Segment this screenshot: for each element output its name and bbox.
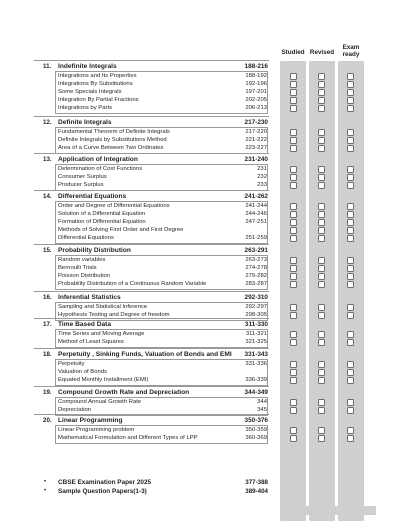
topic-pages: 192-196 (245, 80, 267, 87)
topic-pages: 206-213 (245, 104, 267, 111)
topic-title: Compound Annual Growth Rate (58, 399, 142, 405)
topic-row (58, 265, 267, 272)
topic-row (58, 89, 267, 96)
revised-checkbox[interactable] (318, 211, 325, 218)
revised-checkbox[interactable] (318, 105, 325, 112)
revised-checkbox[interactable] (318, 407, 325, 414)
studied-checkbox[interactable] (290, 339, 297, 346)
topic-title: Bernoulli Trials (58, 264, 97, 271)
revised-checkbox[interactable] (318, 399, 325, 406)
topic-title: Producer Surplus (58, 181, 104, 188)
topic-pages: 221-222 (245, 136, 267, 143)
topic-row (58, 145, 267, 152)
exam-ready-checkbox[interactable] (347, 257, 354, 264)
topic-title: Definite Integrals by Substitutions Method (58, 136, 167, 143)
chapter-pages: 231-240 (244, 155, 268, 163)
chapter-number: 18. (43, 351, 52, 358)
chapter-number: 16. (43, 294, 52, 301)
revised-checkbox[interactable] (318, 435, 325, 442)
tracker-bottom-bar (280, 506, 376, 515)
topic-pages: 274-278 (245, 264, 267, 271)
bullet-icon: • (44, 488, 47, 494)
topic-row (58, 427, 267, 434)
exam-ready-checkbox[interactable] (347, 312, 354, 319)
chapter-title: Definite Integrals (58, 118, 112, 126)
studied-checkbox[interactable] (290, 427, 297, 434)
studied-checkbox[interactable] (290, 203, 297, 210)
chapter-title: Differential Equations (58, 192, 127, 200)
chapter-row (34, 386, 269, 397)
studied-checkbox[interactable] (290, 399, 297, 406)
topic-pages: 244-246 (245, 210, 267, 217)
topic-row (58, 304, 267, 311)
chapter-pages: 241-262 (244, 192, 268, 200)
exam-ready-checkbox[interactable] (347, 304, 354, 311)
topic-pages: 197-201 (245, 88, 267, 95)
topic-row (58, 174, 267, 181)
chapter-title: Indefinite Integrals (58, 62, 117, 70)
chapter-row (34, 190, 269, 201)
chapter-number: 17. (43, 321, 52, 328)
topic-pages: 321-325 (245, 338, 267, 345)
studied-checkbox[interactable] (290, 407, 297, 414)
revised-checkbox[interactable] (318, 97, 325, 104)
exam-ready-checkbox[interactable] (347, 377, 354, 384)
exam-ready-checkbox[interactable] (347, 166, 354, 173)
revised-checkbox[interactable] (318, 369, 325, 376)
studied-checkbox[interactable] (290, 219, 297, 226)
topic-title: Differential Equations (58, 234, 114, 241)
studied-checkbox[interactable] (290, 377, 297, 384)
exam-ready-checkbox[interactable] (347, 235, 354, 242)
topic-pages: 263-273 (245, 257, 267, 263)
topic-pages: 232 (257, 173, 267, 180)
revised-checkbox[interactable] (318, 203, 325, 210)
exam-ready-checkbox[interactable] (347, 73, 354, 80)
exam-ready-checkbox[interactable] (347, 435, 354, 442)
studied-checkbox[interactable] (290, 304, 297, 311)
extra-pages: 389-404 (245, 488, 268, 495)
topic-title: Some Specials Integrals (58, 88, 122, 95)
topic-row (58, 182, 267, 189)
studied-checkbox[interactable] (290, 105, 297, 112)
studied-checkbox[interactable] (290, 174, 297, 181)
extra-row (34, 488, 269, 497)
studied-checkbox[interactable] (290, 273, 297, 280)
exam-ready-checkbox[interactable] (347, 145, 354, 152)
exam-ready-checkbox[interactable] (347, 399, 354, 406)
topic-pages: 247-251 (245, 218, 267, 225)
topic-title: Linear Programming problem (58, 427, 135, 433)
topic-row (58, 129, 267, 136)
exam-ready-checkbox[interactable] (347, 339, 354, 346)
studied-checkbox[interactable] (290, 97, 297, 104)
exam-ready-checkbox[interactable] (347, 407, 354, 414)
chapter-row (34, 291, 269, 302)
chapter-row (34, 153, 269, 164)
chapter-pages: 188-216 (244, 62, 268, 70)
exam-ready-checkbox[interactable] (347, 281, 354, 288)
exam-ready-checkbox[interactable] (347, 331, 354, 338)
revised-checkbox[interactable] (318, 265, 325, 272)
topic-row (58, 369, 267, 376)
topic-row (58, 105, 267, 112)
topic-row (58, 407, 267, 414)
revised-checkbox[interactable] (318, 427, 325, 434)
revised-checkbox[interactable] (318, 281, 325, 288)
revised-checkbox[interactable] (318, 304, 325, 311)
topic-pages: 233 (257, 181, 267, 188)
exam-ready-checkbox[interactable] (347, 211, 354, 218)
exam-ready-checkbox[interactable] (347, 89, 354, 96)
chapter-title: Perpetuity , Sinking Funds, Valuation of Bonds and EMI (58, 350, 232, 358)
chapter-pages: 344-349 (244, 388, 268, 396)
topic-row (58, 203, 267, 210)
topic-title: Integrations By Substitutions (58, 80, 133, 87)
exam-ready-checkbox[interactable] (347, 174, 354, 181)
topic-pages: 298-305 (245, 311, 267, 318)
topic-title: Mathematical Formulation and Different Types of LPP (58, 434, 198, 441)
revised-checkbox[interactable] (318, 257, 325, 264)
chapter-row (34, 244, 269, 255)
exam-ready-checkbox[interactable] (347, 105, 354, 112)
topic-title: Perpetuity (58, 361, 85, 367)
column-header-exam-line2: ready (342, 50, 360, 58)
topic-row (58, 399, 267, 406)
chapter-number: 20. (43, 417, 52, 424)
revised-checkbox[interactable] (318, 377, 325, 384)
chapter-pages: 331-343 (244, 350, 268, 358)
chapter-row (34, 414, 269, 425)
topic-row (58, 137, 267, 144)
studied-checkbox[interactable] (290, 331, 297, 338)
studied-checkbox[interactable] (290, 182, 297, 189)
topic-title: Poisson Distribution (58, 272, 111, 279)
exam-ready-checkbox[interactable] (347, 227, 354, 234)
revised-checkbox[interactable] (318, 89, 325, 96)
chapter-title: Time Based Data (58, 320, 112, 328)
exam-ready-checkbox[interactable] (347, 203, 354, 210)
topic-row (58, 281, 267, 288)
topic-title: Integrations by Parts (58, 104, 113, 111)
studied-checkbox[interactable] (290, 227, 297, 234)
chapter-number: 12. (43, 119, 52, 126)
exam-ready-checkbox[interactable] (347, 129, 354, 136)
topic-pages: 350-359 (245, 427, 267, 433)
topic-title: Random variables (58, 257, 106, 263)
topic-title: Methods of Solving First Order and First Degree (58, 226, 184, 233)
topic-pages: 360-369 (245, 434, 267, 441)
topic-title: Hypothesis Testing and Degree of freedom (58, 311, 170, 318)
topic-title: Sampling and Statistical Inference (58, 304, 148, 310)
topic-row (58, 257, 267, 264)
topic-row (58, 219, 267, 226)
studied-checkbox[interactable] (290, 312, 297, 319)
chapter-row (34, 348, 269, 359)
column-header-studied: Studied (281, 49, 305, 56)
topic-title: Depreciation (58, 406, 92, 413)
chapter-title: Inferential Statistics (58, 293, 121, 301)
revised-checkbox[interactable] (318, 81, 325, 88)
studied-checkbox[interactable] (290, 145, 297, 152)
topic-pages: 279-282 (245, 272, 267, 279)
topic-title: Probability Distribution of a Continuous Random Variable (58, 280, 207, 287)
topic-title: Equated Monthly Installment (EMI) (58, 376, 149, 383)
topic-title: Area of a Curve Between Two Ordinates (58, 144, 164, 151)
topic-row (58, 97, 267, 104)
revised-checkbox[interactable] (318, 235, 325, 242)
revised-checkbox[interactable] (318, 219, 325, 226)
chapter-pages: 350-376 (244, 416, 268, 424)
revised-checkbox[interactable] (318, 145, 325, 152)
topic-pages: 223-227 (245, 144, 267, 151)
topic-pages: 311-321 (245, 331, 267, 337)
chapter-title: Compound Growth Rate and Depreciation (58, 388, 190, 396)
chapter-pages: 217-230 (244, 118, 268, 126)
topic-pages: 231 (257, 166, 267, 172)
topic-title: Integration By Partial Fractions (58, 96, 139, 103)
topic-pages: 292-297 (245, 304, 267, 310)
topic-title: Time Series and Moving Average (58, 331, 145, 337)
topic-pages: 336-339 (245, 376, 267, 383)
studied-checkbox[interactable] (290, 235, 297, 242)
studied-checkbox[interactable] (290, 369, 297, 376)
studied-checkbox[interactable] (290, 73, 297, 80)
topic-row (58, 273, 267, 280)
topic-row (58, 331, 267, 338)
studied-checkbox[interactable] (290, 129, 297, 136)
revised-checkbox[interactable] (318, 174, 325, 181)
chapter-title: Linear Programming (58, 416, 123, 424)
topic-row (58, 166, 267, 173)
chapter-row (34, 318, 269, 329)
studied-checkbox[interactable] (290, 211, 297, 218)
revised-checkbox[interactable] (318, 361, 325, 368)
topic-row (58, 435, 267, 442)
column-header-exam-ready (336, 45, 366, 58)
chapter-row (34, 116, 269, 127)
revised-checkbox[interactable] (318, 166, 325, 173)
topic-row (58, 235, 267, 242)
studied-checkbox[interactable] (290, 81, 297, 88)
extra-pages: 377-388 (245, 479, 268, 486)
exam-ready-checkbox[interactable] (347, 273, 354, 280)
extra-title: CBSE Examination Paper 2025 (58, 479, 152, 486)
revised-checkbox[interactable] (318, 312, 325, 319)
chapter-number: 19. (43, 389, 52, 396)
exam-ready-checkbox[interactable] (347, 427, 354, 434)
chapter-pages: 311-330 (244, 320, 268, 328)
topic-title: Consumer Surplus (58, 173, 107, 180)
revised-checkbox[interactable] (318, 182, 325, 189)
topic-pages: 344 (257, 399, 267, 405)
chapter-number: 14. (43, 193, 52, 200)
topic-title: Integrations and Its Properties (58, 73, 137, 79)
studied-checkbox[interactable] (290, 435, 297, 442)
chapter-title: Application of Integration (58, 155, 138, 163)
topic-pages: 217-220 (245, 129, 267, 135)
revised-checkbox[interactable] (318, 227, 325, 234)
topic-row (58, 361, 267, 368)
topic-pages: 241-244 (245, 203, 267, 209)
topic-row (58, 339, 267, 346)
studied-checkbox[interactable] (290, 257, 297, 264)
revised-checkbox[interactable] (318, 273, 325, 280)
topic-row (58, 81, 267, 88)
topic-pages: 331-336 (245, 361, 267, 367)
topic-row (58, 377, 267, 384)
studied-checkbox[interactable] (290, 281, 297, 288)
column-header-revised: Revised (309, 49, 335, 56)
bullet-icon: • (44, 479, 47, 485)
chapter-number: 15. (43, 247, 52, 254)
revised-checkbox[interactable] (318, 129, 325, 136)
chapter-title: Probability Distribution (58, 246, 131, 254)
topic-pages: 202-205 (245, 96, 267, 103)
chapter-pages: 292-310 (244, 293, 268, 301)
topic-pages: 188-192 (245, 73, 267, 79)
topic-row (58, 227, 267, 234)
chapter-number: 11. (43, 63, 52, 70)
exam-ready-checkbox[interactable] (347, 265, 354, 272)
topic-row (58, 73, 267, 80)
topic-title: Method of Least Squares (58, 338, 124, 345)
extra-title: Sample Question Papers(1-3) (58, 488, 147, 495)
exam-ready-checkbox[interactable] (347, 361, 354, 368)
studied-checkbox[interactable] (290, 166, 297, 173)
topic-title: Order and Degree of Differential Equations (58, 203, 170, 209)
exam-ready-checkbox[interactable] (347, 219, 354, 226)
chapter-pages: 263-291 (244, 246, 268, 254)
topic-pages: 345 (257, 406, 267, 413)
topic-title: Formation of Differential Equation (58, 218, 146, 225)
topic-pages: 251-259 (245, 234, 267, 241)
topic-pages: 283-287 (245, 280, 267, 287)
studied-checkbox[interactable] (290, 137, 297, 144)
exam-ready-checkbox[interactable] (347, 81, 354, 88)
revised-checkbox[interactable] (318, 331, 325, 338)
exam-ready-checkbox[interactable] (347, 182, 354, 189)
topic-title: Fundamental Theorem of Definite Integrals (58, 129, 170, 135)
chapter-number: 13. (43, 156, 52, 163)
studied-checkbox[interactable] (290, 265, 297, 272)
topic-row (58, 211, 267, 218)
extra-row (34, 479, 269, 488)
topic-title: Determination of Cost Functions (58, 166, 143, 172)
revised-checkbox[interactable] (318, 137, 325, 144)
topic-title: Valuation of Bonds (58, 368, 108, 375)
exam-ready-checkbox[interactable] (347, 137, 354, 144)
exam-ready-checkbox[interactable] (347, 97, 354, 104)
exam-ready-checkbox[interactable] (347, 369, 354, 376)
column-header-exam-line1: Exam (342, 44, 360, 51)
topic-title: Solution of a Differential Equation (58, 210, 146, 217)
studied-checkbox[interactable] (290, 361, 297, 368)
revised-checkbox[interactable] (318, 73, 325, 80)
chapter-row (34, 60, 269, 71)
studied-checkbox[interactable] (290, 89, 297, 96)
revised-checkbox[interactable] (318, 339, 325, 346)
